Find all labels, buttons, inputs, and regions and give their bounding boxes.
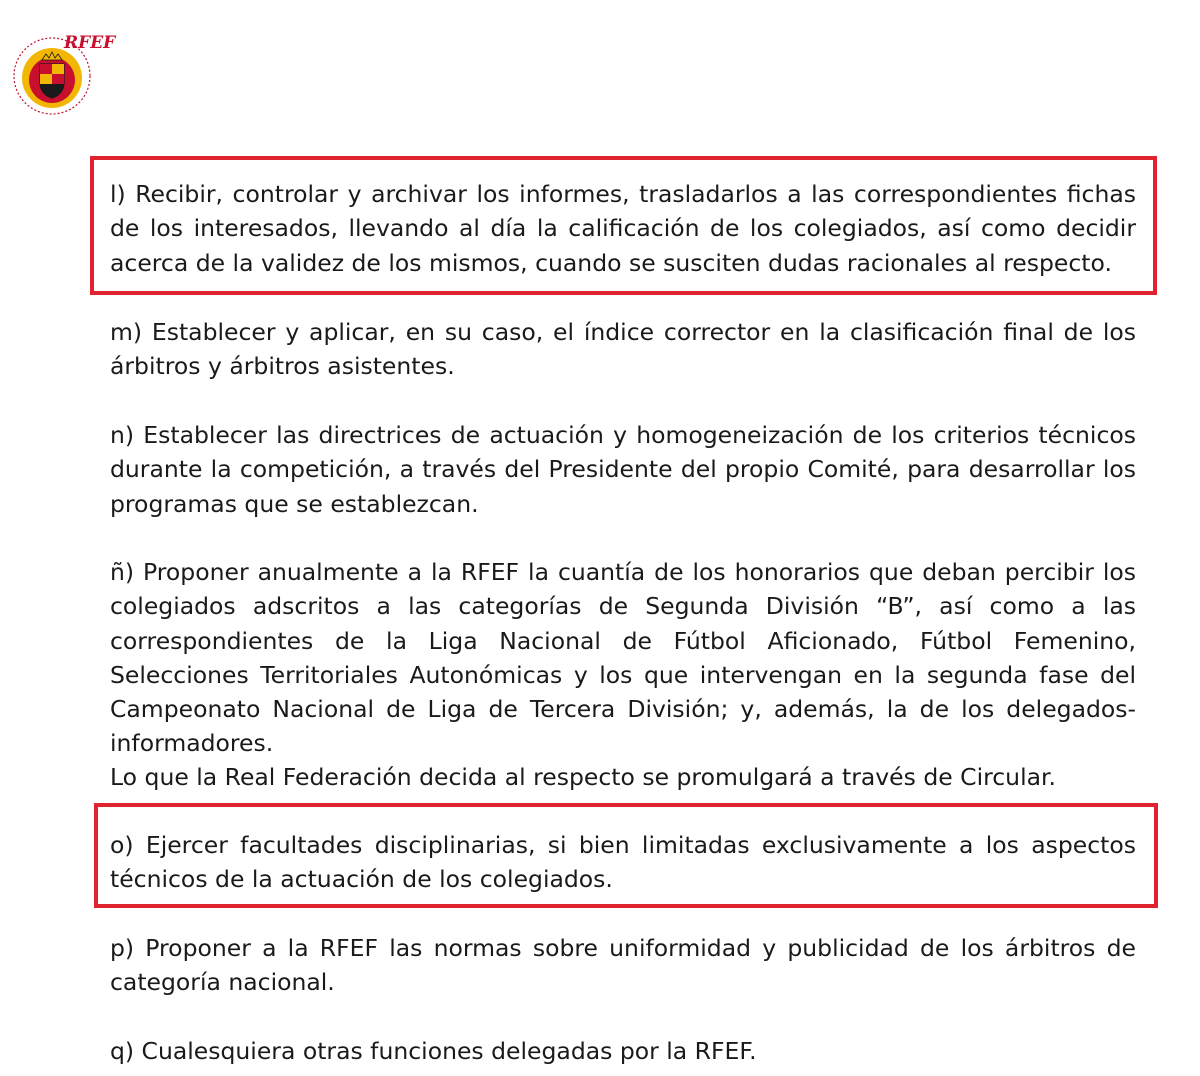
paragraph-n: n) Establecer las directrices de actuación y homogeneización de los criterios técnicos durante la competición, a través del Presidente del propio Comité, para desarrollar los programas que se establezcan.: [110, 421, 1136, 518]
svg-text:RFEF: RFEF: [64, 33, 116, 53]
paragraph-circular: Lo que la Real Federación decida al respecto se promulgará a través de Circular.: [110, 763, 1056, 791]
paragraph-l: l) Recibir, controlar y archivar los informes, trasladarlos a las correspondientes fichas de los interesados, llevando al día la calificación de los colegiados, así como decidir acerca de la validez de los mismos, cuando se susciten dudas racionales al respecto.: [110, 180, 1136, 277]
paragraph-q: q) Cualesquiera otras funciones delegadas por la RFEF.: [110, 1037, 757, 1065]
paragraph-o: o) Ejercer facultades disciplinarias, si bien limitadas exclusivamente a los aspectos técnicos de la actuación de los colegiados.: [110, 831, 1136, 894]
rfef-logo: [8, 26, 116, 118]
paragraph-enye: ñ) Proponer anualmente a la RFEF la cuantía de los honorarios que deban percibir los colegiados adscritos a las categorías de Segunda División “B”, así como a las correspondientes de la Liga Nacional de Fútbol Aficionado, Fútbol Femenino, Selecciones Territoriales Autonómicas y los que intervengan en la segunda fase del Campeonato Nacional de Liga de Tercera División; y, además, la de los delegados-informadores.: [110, 558, 1136, 758]
paragraph-p: p) Proponer a la RFEF las normas sobre uniformidad y publicidad de los árbitros de categoría nacional.: [110, 934, 1136, 997]
paragraph-m: m) Establecer y aplicar, en su caso, el índice corrector en la clasificación final de los árbitros y árbitros asistentes.: [110, 318, 1136, 381]
